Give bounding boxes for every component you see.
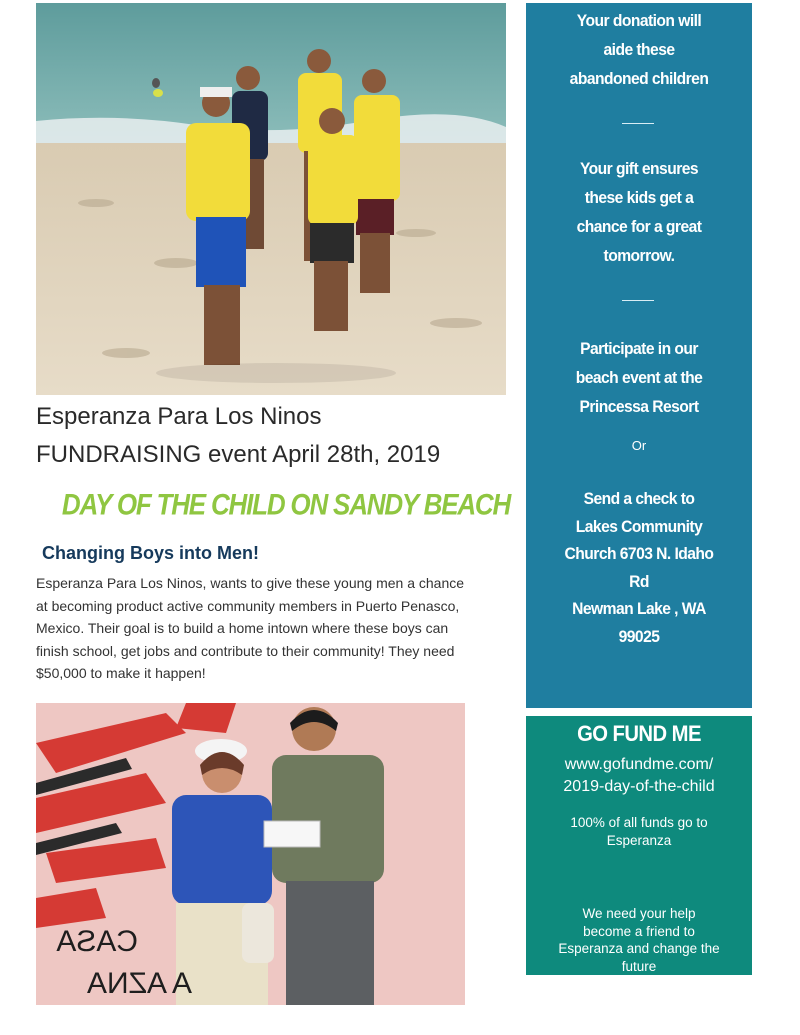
gofundme-url-line[interactable]: www.gofundme.com/: [564, 756, 714, 773]
day-of-the-child-banner: DAY OF THE CHILD ON SANDY BEACH: [61, 487, 511, 522]
address-line: Rd: [629, 571, 649, 591]
participate-line: Princessa Resort: [579, 397, 699, 416]
gofundme-link[interactable]: [526, 754, 752, 798]
participate-block: [535, 334, 743, 421]
check-presentation-photo: [36, 703, 465, 1005]
article-line: $50,000 to make it happen!: [36, 665, 206, 681]
organization-name: Esperanza Para Los Ninos: [36, 403, 322, 430]
article-line: at becoming product active community members in Puerto Penasco,: [36, 597, 460, 614]
article-body: [36, 572, 524, 685]
help-line: become a friend to: [583, 923, 695, 939]
funds-note: [526, 814, 752, 850]
address-line: 99025: [618, 626, 660, 646]
gift-line: tomorrow.: [603, 246, 675, 265]
help-message: [526, 905, 752, 975]
article-heading: Changing Boys into Men!: [42, 543, 259, 563]
address-line: Send a check to: [583, 489, 695, 508]
gift-line: chance for a great: [576, 217, 702, 236]
funds-note-line: Esperanza: [606, 833, 672, 848]
donation-block: [535, 6, 743, 93]
address-line: Lakes Community: [575, 516, 703, 536]
wall-sign-text: CASA: [56, 925, 138, 958]
event-date-line: FUNDRAISING event April 28th, 2019: [36, 441, 441, 468]
gift-block: [535, 154, 743, 270]
address-line: Newman Lake , WA: [572, 599, 706, 618]
donation-line: abandoned children: [569, 69, 709, 88]
participate-line: Participate in our: [580, 339, 698, 358]
beach-group-photo: [36, 3, 506, 395]
participate-line: beach event at the: [575, 368, 703, 387]
donation-line: Your donation will: [576, 11, 702, 30]
article-line: Mexico. Their goal is to build a home intown where these boys can: [36, 620, 449, 636]
divider: [622, 300, 654, 301]
or-label: Or: [631, 438, 647, 453]
gofundme-panel: [526, 716, 752, 975]
gift-line: Your gift ensures: [579, 159, 699, 178]
divider: [622, 123, 654, 124]
address-line: Church 6703 N. Idaho: [564, 544, 714, 563]
help-line: future: [621, 958, 657, 974]
wall-sign-text: A AZNA: [86, 967, 192, 1000]
gofundme-title: GO FUND ME: [577, 721, 701, 746]
article-line: finish school, get jobs and contribute to their community! They need: [36, 642, 455, 659]
funds-note-line: 100% of all funds go to: [570, 815, 708, 830]
donation-line: aide these: [603, 40, 675, 59]
help-line: Esperanza and change the: [558, 941, 720, 956]
help-line: We need your help: [582, 906, 696, 921]
donation-info-panel: [526, 3, 752, 708]
article-line: Esperanza Para Los Ninos, wants to give these young men a chance: [36, 575, 465, 591]
mail-check-block: [535, 485, 743, 650]
gift-line: these kids get a: [584, 188, 694, 207]
gofundme-url-line[interactable]: 2019-day-of-the-child: [563, 778, 715, 795]
